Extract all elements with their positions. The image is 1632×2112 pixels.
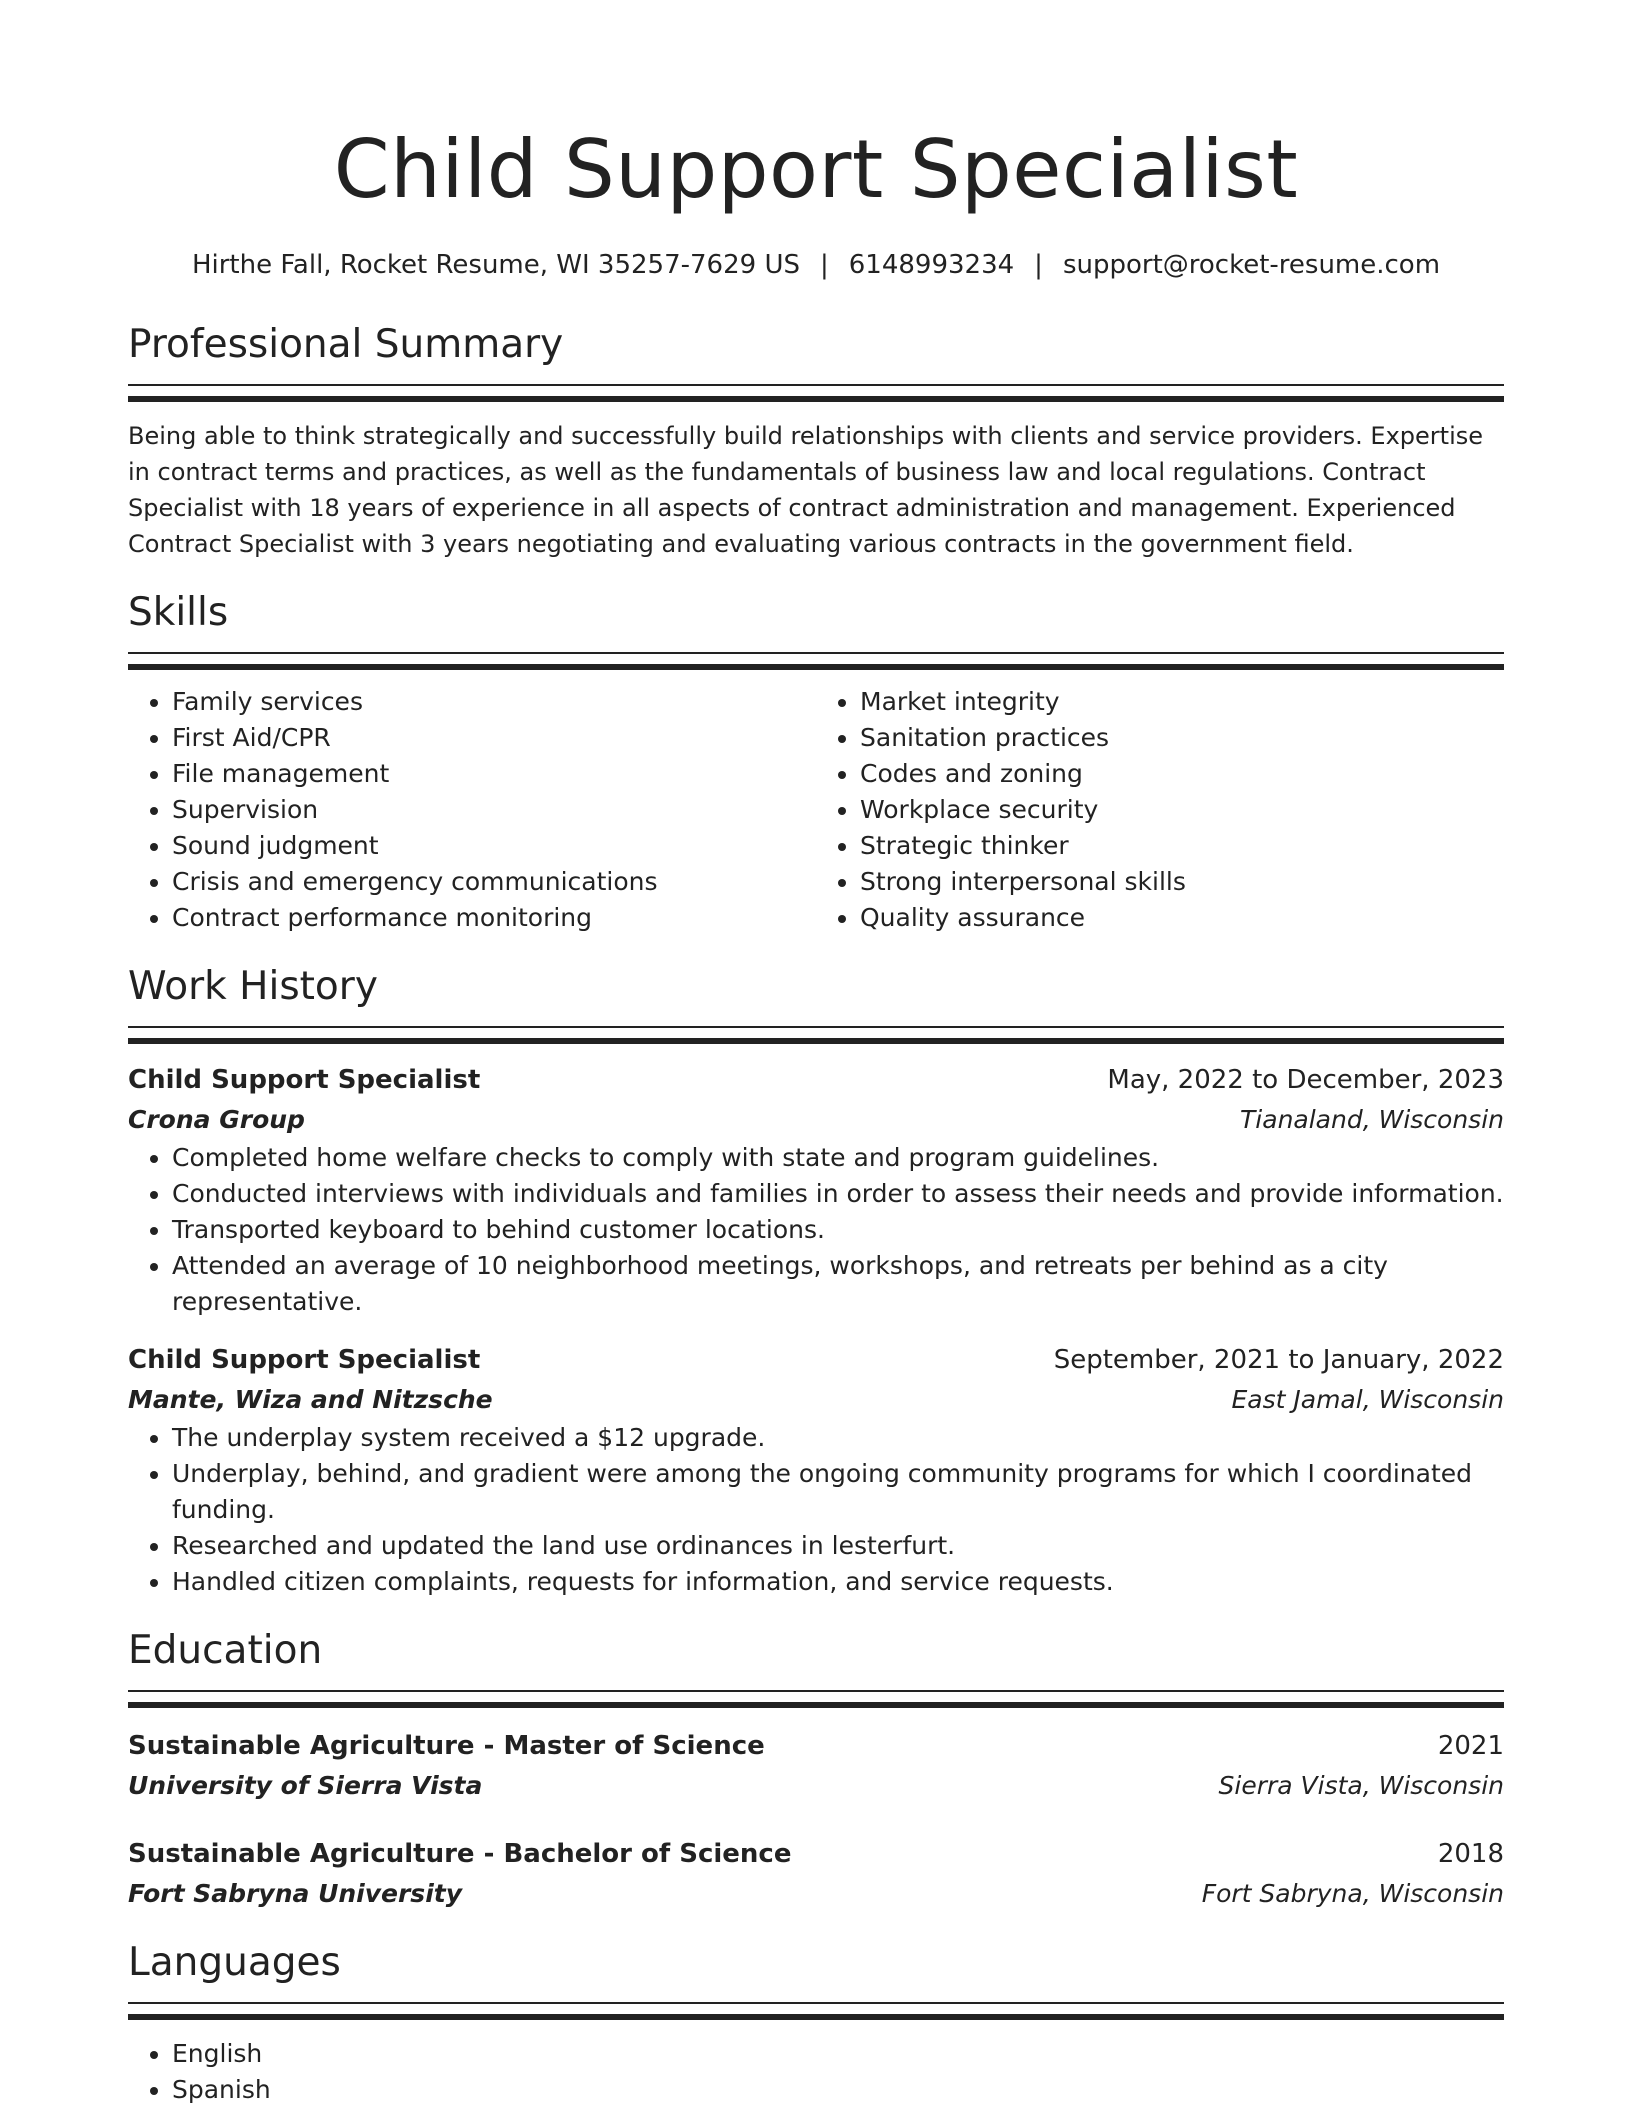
contact-email: support@rocket-resume.com: [1062, 250, 1441, 280]
section-divider: [128, 652, 1504, 670]
skill-item: • First Aid/CPR: [172, 720, 816, 756]
languages-heading: Languages: [128, 1940, 341, 1985]
job-duty: • Handled citizen complaints, requests for information, and service requests.: [172, 1564, 1504, 1600]
job-header: [128, 1060, 1504, 1100]
job-duty: • The underplay system received a $12 upgrade.: [172, 1420, 1504, 1456]
skill-item: • Contract performance monitoring: [172, 900, 816, 936]
language-item: • English: [172, 2036, 1504, 2072]
education-heading: Education: [128, 1628, 323, 1673]
education-subheader: [128, 1766, 1504, 1806]
job-company: Mante, Wiza and Nitzsche: [128, 1385, 493, 1414]
skill-item: • Supervision: [172, 792, 816, 828]
skills-list-left: [128, 684, 816, 936]
education-section: [128, 1626, 1504, 1914]
job-entry: [128, 1340, 1504, 1600]
work-heading: Work History: [128, 964, 378, 1009]
skills-columns: [128, 684, 1504, 936]
skill-item: • Strategic thinker: [860, 828, 1504, 864]
skill-item: • Codes and zoning: [860, 756, 1504, 792]
job-entry: [128, 1060, 1504, 1320]
job-company: Crona Group: [128, 1105, 305, 1134]
languages-list: [128, 2036, 1504, 2108]
section-divider: [128, 2002, 1504, 2020]
skills-heading: Skills: [128, 590, 229, 635]
job-duty: • Underplay, behind, and gradient were among the ongoing community programs for which I coordinated funding.: [172, 1456, 1504, 1528]
skill-item: • Quality assurance: [860, 900, 1504, 936]
job-duty: • Researched and updated the land use ordinances in lesterfurt.: [172, 1528, 1504, 1564]
job-duties: [128, 1420, 1504, 1600]
skills-list-right: [816, 684, 1504, 936]
contact-address: Hirthe Fall, Rocket Resume, WI 35257-7629 US: [191, 250, 800, 280]
skill-item: • Strong interpersonal skills: [860, 864, 1504, 900]
skill-item: • File management: [172, 756, 816, 792]
summary-text: Being able to think strategically and successfully build relationships with clients and service providers. Expertise in contract terms and practices, as well as the fundamentals of business law and local regulations. Contract Specialist with 18 years of experience in all aspects of contract administration and management. Experienced Contract Specialist with 3 years negotiating and evaluating various contracts in the government field.: [128, 422, 1484, 558]
skills-column-right: [816, 684, 1504, 936]
job-duty: • Completed home welfare checks to comply with state and program guidelines.: [172, 1140, 1504, 1176]
section-divider: [128, 1026, 1504, 1044]
skill-item: • Crisis and emergency communications: [172, 864, 816, 900]
language-item: • Spanish: [172, 2072, 1504, 2108]
education-subheader: [128, 1874, 1504, 1914]
job-duty: • Transported keyboard to behind customer locations.: [172, 1212, 1504, 1248]
skills-section: [128, 588, 1504, 936]
languages-section: [128, 1938, 1504, 2108]
contact-separator: |: [819, 250, 829, 280]
skill-item: • Workplace security: [860, 792, 1504, 828]
job-header: [128, 1340, 1504, 1380]
education-header: [128, 1834, 1504, 1874]
skill-item: • Sound judgment: [172, 828, 816, 864]
section-divider: [128, 1690, 1504, 1708]
resume-name: Child Support Specialist: [333, 123, 1299, 216]
job-location: Tianaland, Wisconsin: [1240, 1105, 1504, 1134]
education-entry: [128, 1834, 1504, 1914]
job-title: Child Support Specialist: [128, 1065, 481, 1095]
education-school: Fort Sabryna University: [128, 1879, 463, 1908]
education-year: 2021: [1437, 1731, 1504, 1761]
education-location: Fort Sabryna, Wisconsin: [1201, 1879, 1504, 1908]
job-title: Child Support Specialist: [128, 1345, 481, 1375]
contact-line: [128, 248, 1504, 282]
education-year: 2018: [1437, 1839, 1504, 1869]
skill-item: • Family services: [172, 684, 816, 720]
job-dates: May, 2022 to December, 2023: [1107, 1065, 1504, 1095]
education-degree: Sustainable Agriculture - Master of Science: [128, 1731, 765, 1761]
education-school: University of Sierra Vista: [128, 1771, 483, 1800]
section-divider: [128, 384, 1504, 402]
job-duty: • Conducted interviews with individuals and families in order to assess their needs and provide information.: [172, 1176, 1504, 1212]
work-section: [128, 962, 1504, 1600]
contact-separator: |: [1034, 250, 1043, 280]
education-header: [128, 1726, 1504, 1766]
education-location: Sierra Vista, Wisconsin: [1218, 1771, 1504, 1800]
skills-column-left: [128, 684, 816, 936]
job-subheader: [128, 1100, 1504, 1140]
summary-heading: Professional Summary: [128, 322, 564, 367]
education-degree: Sustainable Agriculture - Bachelor of Science: [128, 1839, 792, 1869]
job-location: East Jamal, Wisconsin: [1231, 1385, 1504, 1414]
job-dates: September, 2021 to January, 2022: [1053, 1345, 1504, 1375]
skill-item: • Sanitation practices: [860, 720, 1504, 756]
job-duty: • Attended an average of 10 neighborhood meetings, workshops, and retreats per behind as a city representative.: [172, 1248, 1504, 1320]
summary-section: [128, 320, 1504, 562]
contact-phone: 6148993234: [848, 250, 1015, 280]
job-duties: [128, 1140, 1504, 1320]
education-entry: [128, 1726, 1504, 1806]
skill-item: • Market integrity: [860, 684, 1504, 720]
job-subheader: [128, 1380, 1504, 1420]
